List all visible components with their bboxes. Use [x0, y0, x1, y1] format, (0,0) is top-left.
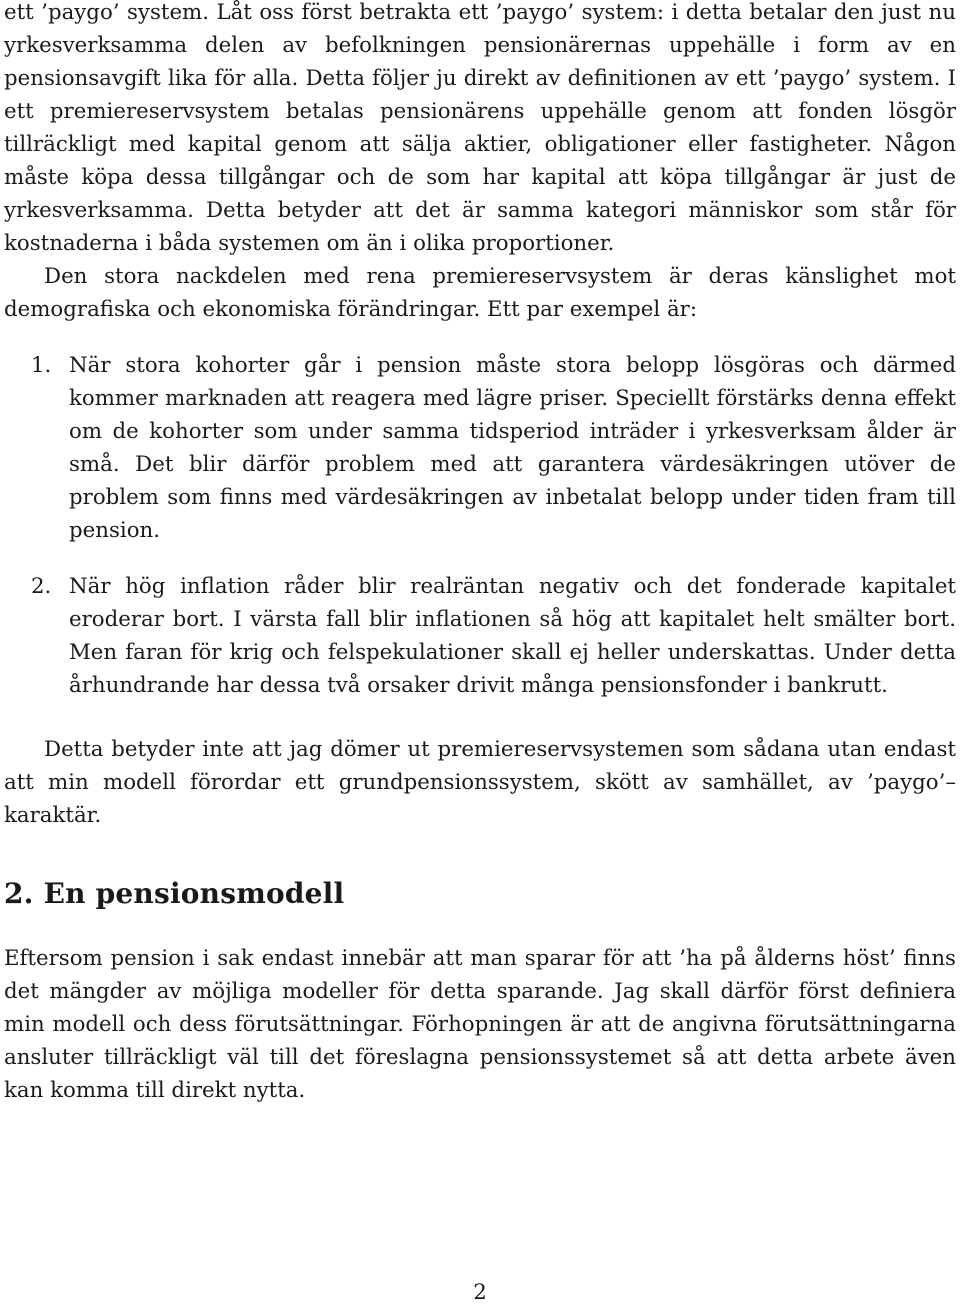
section-heading: [4, 874, 956, 914]
list-item-text: När hög inflation råder blir realräntan negativ och det fonderade kapitalet eroderar bort. I värsta fall blir inflationen så hög att kapitalet helt smälter bort. Men faran för krig och felspekulationer skall ej heller underskattas. Under detta århundrande har dessa två orsaker drivit många pensionsfonder i bankrutt.: [69, 574, 956, 698]
document-page: [4, 0, 956, 1107]
list-item-text: När stora kohorter går i pension måste stora belopp lösgöras och därmed kommer marknaden att reagera med lägre priser. Speciellt förstärks denna effekt om de kohorter som under samma tidsperiod inträder i yrkesverksam ålder är små. Det blir därför problem med att garantera värdesäkringen utöver de problem som finns med värdesäkringen av inbetalat belopp under tiden fram till pension.: [69, 353, 956, 543]
list-item: [4, 349, 956, 547]
section-title: En pensionsmodell: [43, 877, 345, 910]
section-number: 2.: [4, 877, 34, 910]
list-item-number: 1.: [31, 353, 52, 378]
list-item: [4, 570, 956, 702]
body-paragraph-2: Den stora nackdelen med rena premiereservsystem är deras känslighet mot demografiska och ekonomiska förändringar. Ett par exempel är:: [4, 264, 956, 322]
body-paragraph-1: ett ’paygo’ system. Låt oss först betrakta ett ’paygo’ system: i detta betalar den just nu yrkesverksamma delen av befolkningen pensionärernas uppehälle i form av en pensionsavgift lika för alla. Detta följer ju direkt av definitionen av ett ’paygo’ system. I ett premiereservsystem betalas pensionärens uppehälle genom att fonden lösgör tillräckligt med kapital genom att sälja aktier, obligationer eller fastigheter. Någon måste köpa dessa tillgångar och de som har kapital att köpa tillgångar är just de yrkesverksamma. Detta betyder att det är samma kategori människor som står för kostnaderna i båda systemen om än i olika proportioner.: [4, 0, 956, 256]
page-number: 2: [473, 1280, 487, 1305]
section-paragraph: Eftersom pension i sak endast innebär att man sparar för att ’ha på ålderns höst’ finns det mängder av möjliga modeller för detta sparande. Jag skall därför först definiera min modell och dess förutsättningar. Förhopningen är att de angivna förutsättningarna ansluter tillräckligt väl till det föreslagna pensionssystemet så att detta arbete även kan komma till direkt nytta.: [4, 946, 956, 1103]
body-paragraph-3: Detta betyder inte att jag dömer ut premiereservsystemen som sådana utan endast att min modell förordar ett grundpensionssystem, skött av samhället, av ’paygo’–karaktär.: [4, 737, 956, 828]
list-item-number: 2.: [31, 574, 52, 599]
example-list: [4, 349, 956, 702]
